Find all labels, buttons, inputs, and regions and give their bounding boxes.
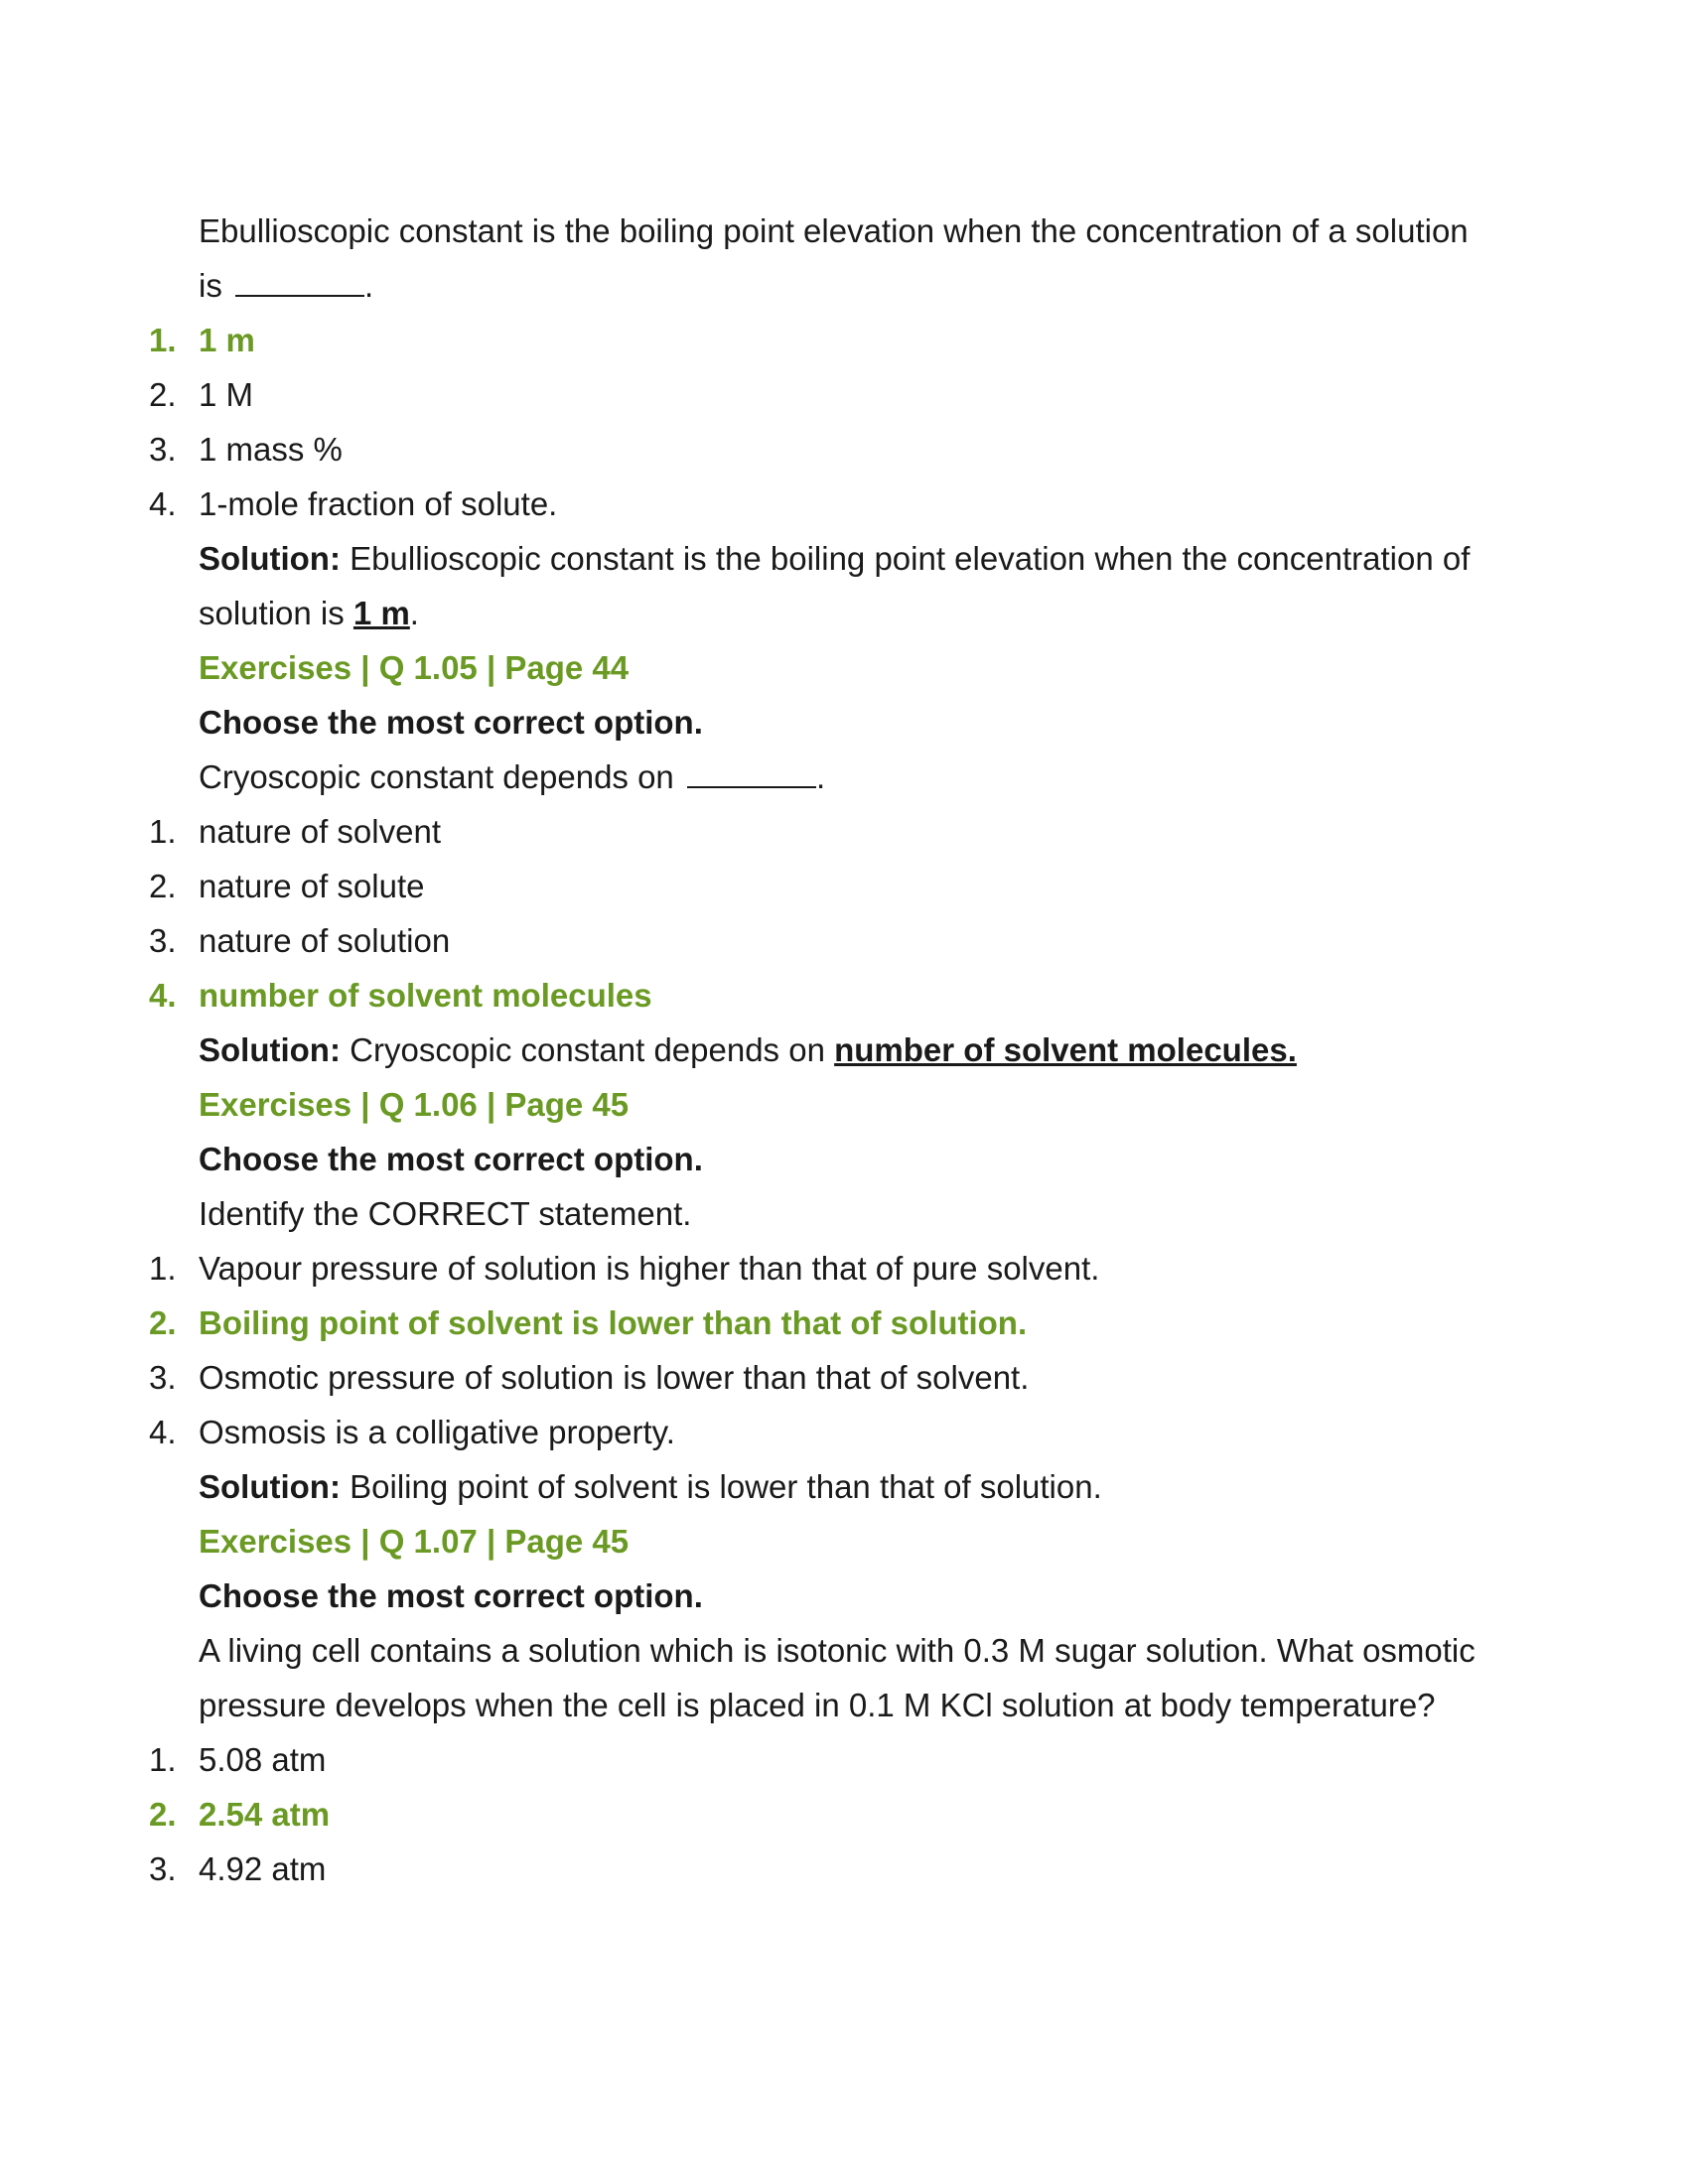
option: 3. 4.92 atm — [149, 1850, 327, 1887]
question-text: Identify the CORRECT statement. — [199, 1195, 692, 1232]
document-page — [0, 204, 1688, 1896]
question-text: A living cell contains a solution which is isotonic with 0.3 M sugar solution. What osmotic pressure develops when the cell is placed in 0.1 M KCl solution at body temperature? — [199, 1632, 1476, 1723]
option: 3. 1 mass % — [149, 431, 343, 468]
solution-answer: number of solvent molecules. — [834, 1031, 1297, 1068]
instruction: Choose the most correct option. — [199, 1141, 703, 1177]
solution-answer: 1 m — [352, 595, 410, 631]
option-correct: 2. Boiling point of solvent is lower than that of solution. — [149, 1304, 1028, 1341]
solution: Solution: Ebullioscopic constant is the boiling point elevation when the concentration of solution is 1 m. — [199, 540, 1471, 631]
option: 1. Vapour pressure of solution is higher than that of pure solvent. — [149, 1250, 1100, 1287]
exercise-heading: Exercises | Q 1.07 | Page 45 — [199, 1523, 630, 1560]
option-correct: 2. 2.54 atm — [149, 1796, 331, 1833]
solution-label: Solution: — [199, 1468, 341, 1505]
solution-label: Solution: — [199, 540, 341, 577]
exercise-heading: Exercises | Q 1.05 | Page 44 — [199, 649, 630, 686]
option: 4. Osmosis is a colligative property. — [149, 1414, 675, 1450]
option: 1. 5.08 atm — [149, 1741, 327, 1778]
question-text: Cryoscopic constant depends on . — [199, 758, 826, 795]
answer-blank — [687, 756, 816, 788]
option: 3. nature of solution — [149, 922, 451, 959]
solution: Solution: Cryoscopic constant depends on number of solvent molecules. — [199, 1031, 1297, 1068]
instruction: Choose the most correct option. — [199, 1577, 703, 1614]
option: 1. nature of solvent — [149, 813, 441, 850]
answer-blank — [235, 265, 364, 297]
option-correct: 1. 1 m — [149, 322, 255, 358]
option: 3. Osmotic pressure of solution is lower than that of solvent. — [149, 1359, 1030, 1396]
option: 2. 1 M — [149, 376, 254, 413]
solution-label: Solution: — [199, 1031, 341, 1068]
solution: Solution: Boiling point of solvent is lower than that of solution. — [199, 1468, 1102, 1505]
option: 4. 1-mole fraction of solute. — [149, 485, 558, 522]
exercise-heading: Exercises | Q 1.06 | Page 45 — [199, 1086, 630, 1123]
option: 2. nature of solute — [149, 868, 425, 904]
instruction: Choose the most correct option. — [199, 704, 703, 741]
option-correct: 4. number of solvent molecules — [149, 977, 652, 1014]
question-text: Ebullioscopic constant is the boiling point elevation when the concentration of a solution is . — [199, 212, 1469, 304]
